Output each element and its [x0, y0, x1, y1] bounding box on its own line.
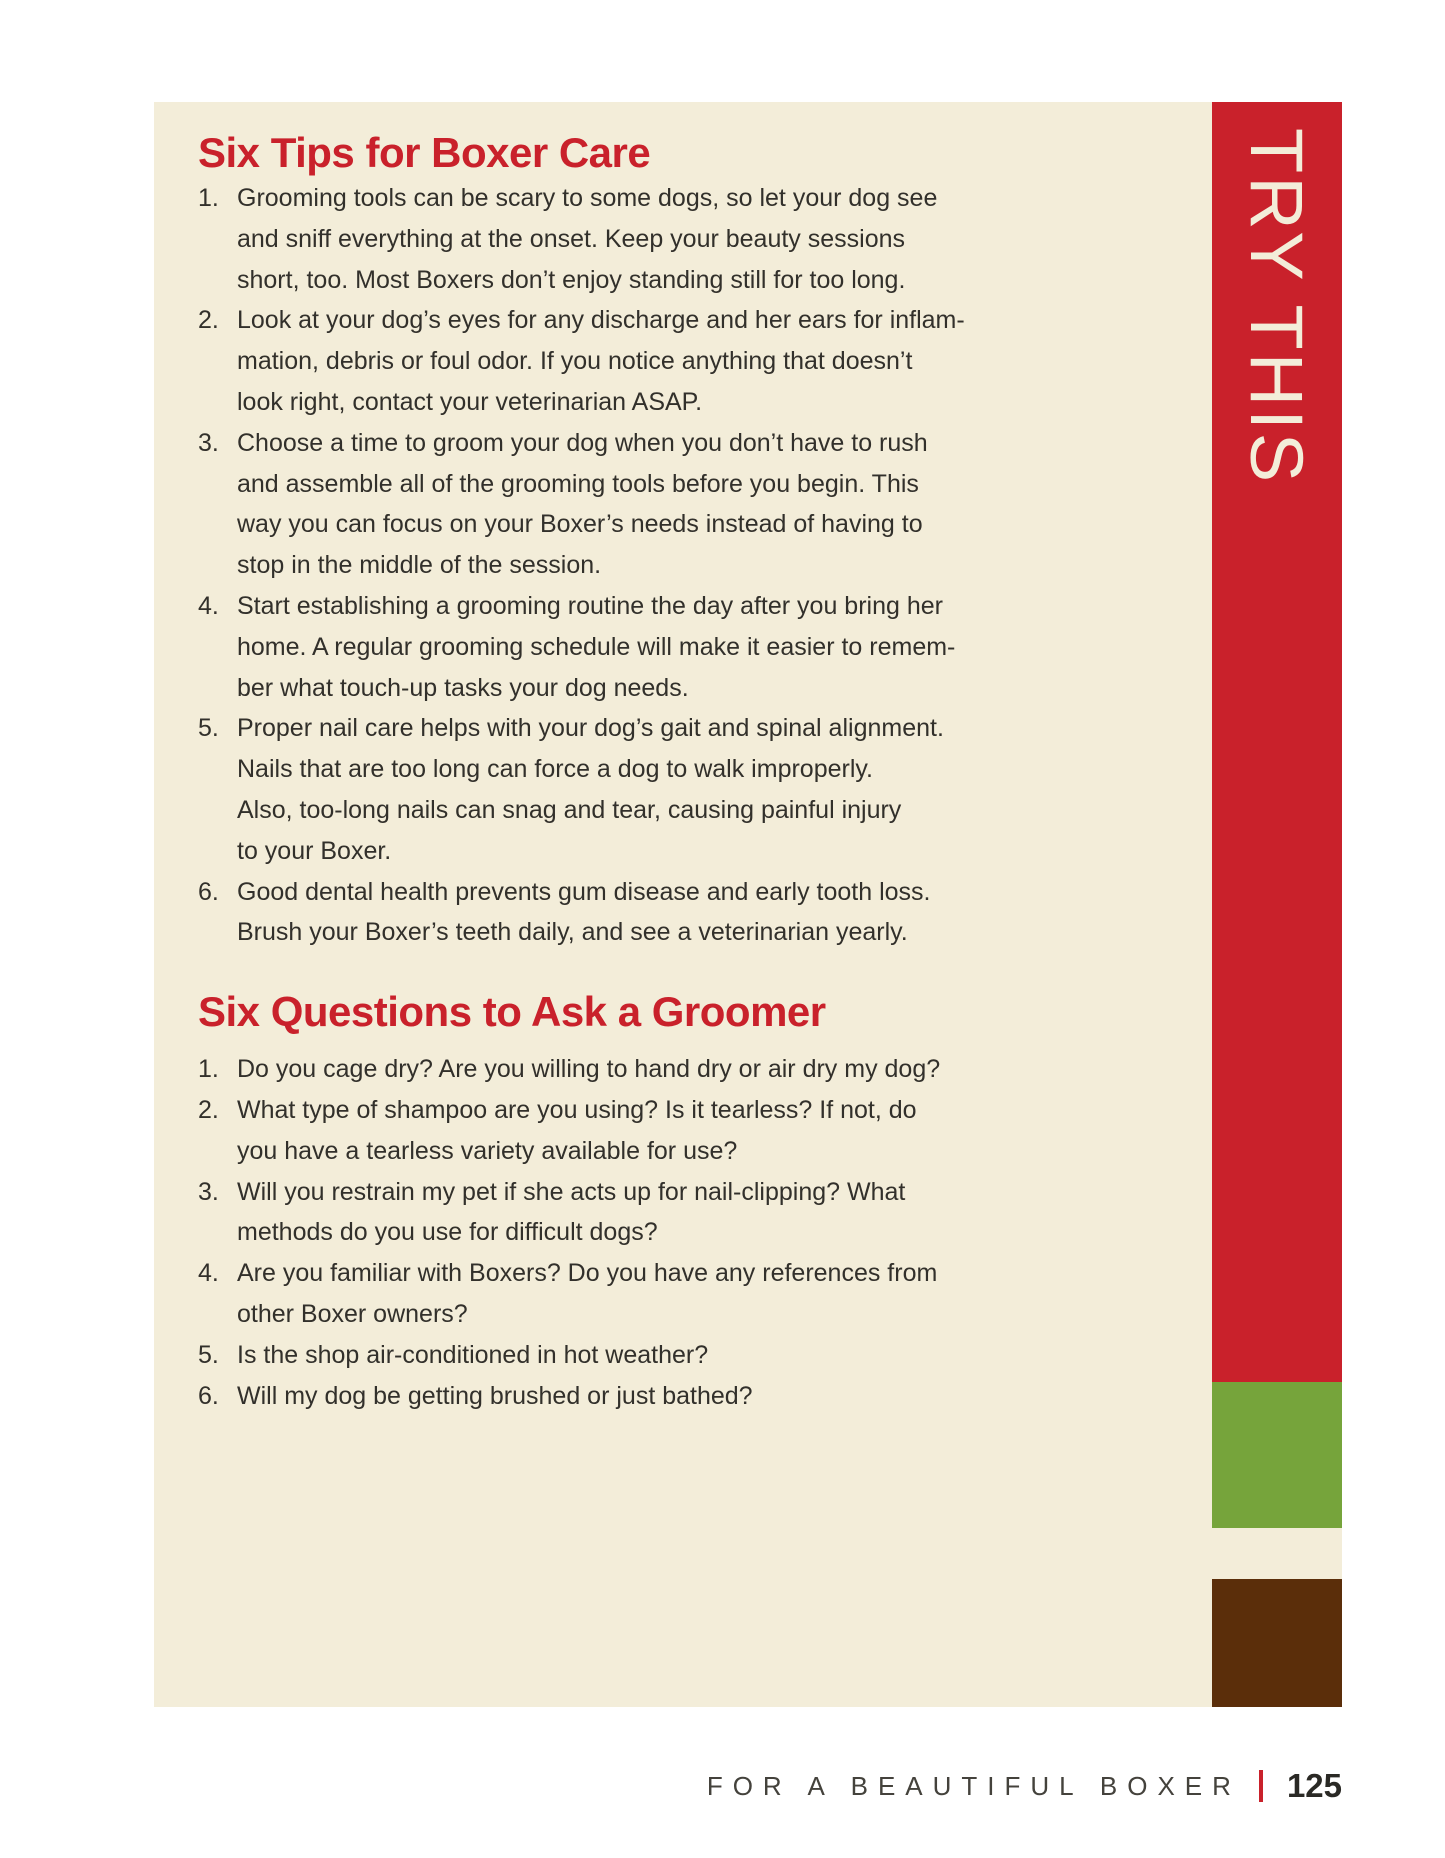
- item-number: 2.: [198, 1095, 219, 1124]
- item-line: Grooming tools can be scary to some dogs, so let your dog see: [237, 184, 938, 212]
- item-line: and sniff everything at the onset. Keep your beauty sessions: [237, 224, 906, 253]
- questions-list: [198, 1049, 1208, 1416]
- list-item: [198, 423, 1208, 586]
- list-item: [198, 1049, 1208, 1090]
- footer-page-number: 125: [1286, 1767, 1342, 1804]
- list-item: [198, 1335, 1208, 1376]
- item-line: Will my dog be getting brushed or just bathed?: [237, 1381, 753, 1410]
- book-page: [154, 102, 1342, 1707]
- item-number: 4.: [198, 1259, 219, 1288]
- item-line: methods do you use for difficult dogs?: [237, 1218, 658, 1247]
- item-line: short, too. Most Boxers don’t enjoy standing still for too long.: [237, 265, 906, 294]
- list-item: [198, 708, 1208, 871]
- item-line: Are you familiar with Boxers? Do you have any references from: [237, 1259, 938, 1288]
- brown-accent-block: [1212, 1579, 1342, 1707]
- item-line: Nails that are too long can force a dog to walk improperly.: [237, 755, 873, 784]
- item-line: other Boxer owners?: [237, 1299, 468, 1328]
- list-item: [198, 1172, 1208, 1254]
- list-item: [198, 1253, 1208, 1335]
- item-line: Choose a time to groom your dog when you don’t have to rush: [237, 428, 928, 457]
- item-number: 2.: [198, 306, 219, 335]
- item-number: 5.: [198, 714, 219, 743]
- green-accent-block: [1212, 1382, 1342, 1528]
- item-line: home. A regular grooming schedule will make it easier to remem-: [237, 632, 956, 661]
- try-this-label: TRY THIS: [1235, 128, 1319, 486]
- section-title-questions: Six Questions to Ask a Groomer: [198, 988, 826, 1036]
- item-number: 5.: [198, 1340, 219, 1369]
- item-text: [237, 586, 1208, 708]
- item-number: 1.: [198, 184, 219, 212]
- item-line: way you can focus on your Boxer’s needs instead of having to: [237, 510, 923, 539]
- item-line: stop in the middle of the session.: [237, 551, 602, 580]
- item-line: Proper nail care helps with your dog’s gait and spinal alignment.: [237, 714, 944, 743]
- item-text: [237, 1090, 1208, 1172]
- item-text: [237, 423, 1208, 586]
- item-text: [237, 300, 1208, 422]
- item-line: What type of shampoo are you using? Is it tearless? If not, do: [237, 1095, 917, 1124]
- tips-list: [198, 178, 1208, 953]
- item-line: mation, debris or foul odor. If you notice anything that doesn’t: [237, 347, 913, 376]
- item-line: Will you restrain my pet if she acts up for nail-clipping? What: [237, 1177, 906, 1206]
- list-item: [198, 1376, 1208, 1417]
- item-line: look right, contact your veterinarian ASAP.: [237, 387, 703, 416]
- item-number: 6.: [198, 1381, 219, 1410]
- item-line: Brush your Boxer’s teeth daily, and see a veterinarian yearly.: [237, 918, 908, 947]
- item-text: [237, 1253, 1208, 1335]
- page-content: [198, 102, 1208, 1416]
- list-item: [198, 586, 1208, 708]
- item-line: Do you cage dry? Are you willing to hand dry or air dry my dog?: [237, 1055, 941, 1084]
- item-line: to your Boxer.: [237, 836, 392, 865]
- item-line: and assemble all of the grooming tools before you begin. This: [237, 469, 919, 498]
- item-text: [237, 872, 1208, 954]
- list-item: [198, 872, 1208, 954]
- item-line: Start establishing a grooming routine the day after you bring her: [237, 591, 943, 620]
- item-text: [237, 708, 1208, 871]
- list-item: [198, 178, 1208, 300]
- item-number: 3.: [198, 428, 219, 457]
- try-this-banner: [1212, 102, 1342, 1382]
- item-number: 6.: [198, 877, 219, 906]
- item-text: [237, 1335, 1208, 1376]
- section-title-tips: Six Tips for Boxer Care: [198, 129, 651, 176]
- item-line: Is the shop air-conditioned in hot weather?: [237, 1340, 709, 1369]
- item-number: 1.: [198, 1055, 219, 1084]
- list-item: [198, 1090, 1208, 1172]
- item-number: 4.: [198, 591, 219, 620]
- item-line: Good dental health prevents gum disease and early tooth loss.: [237, 877, 931, 906]
- item-line: you have a tearless variety available for use?: [237, 1136, 738, 1165]
- item-line: ber what touch-up tasks your dog needs.: [237, 673, 689, 702]
- footer-running-title: FOR A BEAUTIFUL BOXER: [706, 1770, 1241, 1801]
- item-text: [237, 1049, 1208, 1090]
- item-text: [237, 178, 1208, 300]
- footer-divider: [1259, 1770, 1263, 1802]
- item-line: Also, too-long nails can snag and tear, causing painful injury: [237, 795, 902, 824]
- item-text: [237, 1376, 1208, 1417]
- item-text: [237, 1172, 1208, 1254]
- item-number: 3.: [198, 1177, 219, 1206]
- page-footer: [707, 1764, 1342, 1808]
- list-item: [198, 300, 1208, 422]
- item-line: Look at your dog’s eyes for any discharge and her ears for inflam-: [237, 306, 965, 335]
